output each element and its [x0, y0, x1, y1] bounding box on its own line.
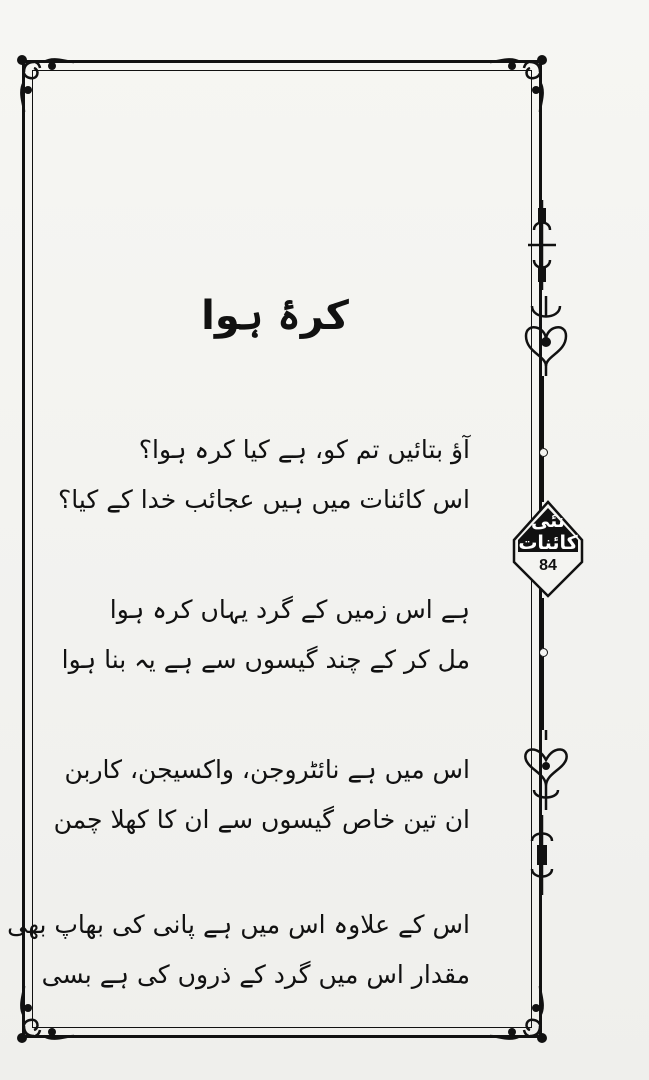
verse-line: آؤ بتائیں تم کو، ہے کیا کرہ ہوا؟ [138, 435, 470, 464]
chain-dot [539, 448, 548, 457]
chain-dot [539, 648, 548, 657]
corner-flourish-icon [480, 976, 550, 1046]
verse-line: ان تین خاص گیسوں سے ان کا کھلا چمن [53, 805, 470, 834]
inner-border [7, 70, 532, 1028]
corner-flourish-icon [480, 52, 550, 122]
verse-line: اس کے علاوہ اس میں ہے پانی کی بھاپ بھی [7, 910, 470, 939]
chain-line [542, 457, 544, 502]
verse-line: مقدار اس میں گرد کے ذروں کی ہے بسی [41, 960, 470, 989]
chain-line [542, 657, 544, 730]
verse-line: اس میں ہے نائٹروجن، واکسیجن، کاربن [64, 755, 470, 784]
badge-title: نئی کائنات [518, 510, 578, 554]
stanza [7, 900, 470, 1000]
chain-line [542, 376, 544, 448]
stanza [57, 425, 470, 525]
pillar-ornament-icon [522, 815, 562, 895]
verse-line: اس کائنات میں ہیں عجائب خدا کے کیا؟ [57, 485, 470, 514]
page-number: 84 [539, 557, 557, 574]
corner-flourish-icon [14, 52, 84, 122]
poem-title: کرۂ ہوا [201, 293, 349, 339]
pillar-ornament-icon [522, 200, 562, 290]
stanza [61, 585, 470, 685]
chain-line [542, 598, 544, 648]
verse-line: ہے اس زمیں کے گرد یہاں کرہ ہوا [109, 595, 470, 624]
stanza [53, 745, 470, 845]
fleur-ornament-icon [518, 296, 574, 376]
verse-line: مل کر کے چند گیسوں سے ہے یہ بنا ہوا [61, 645, 470, 674]
heart-ornament-icon [518, 730, 574, 810]
